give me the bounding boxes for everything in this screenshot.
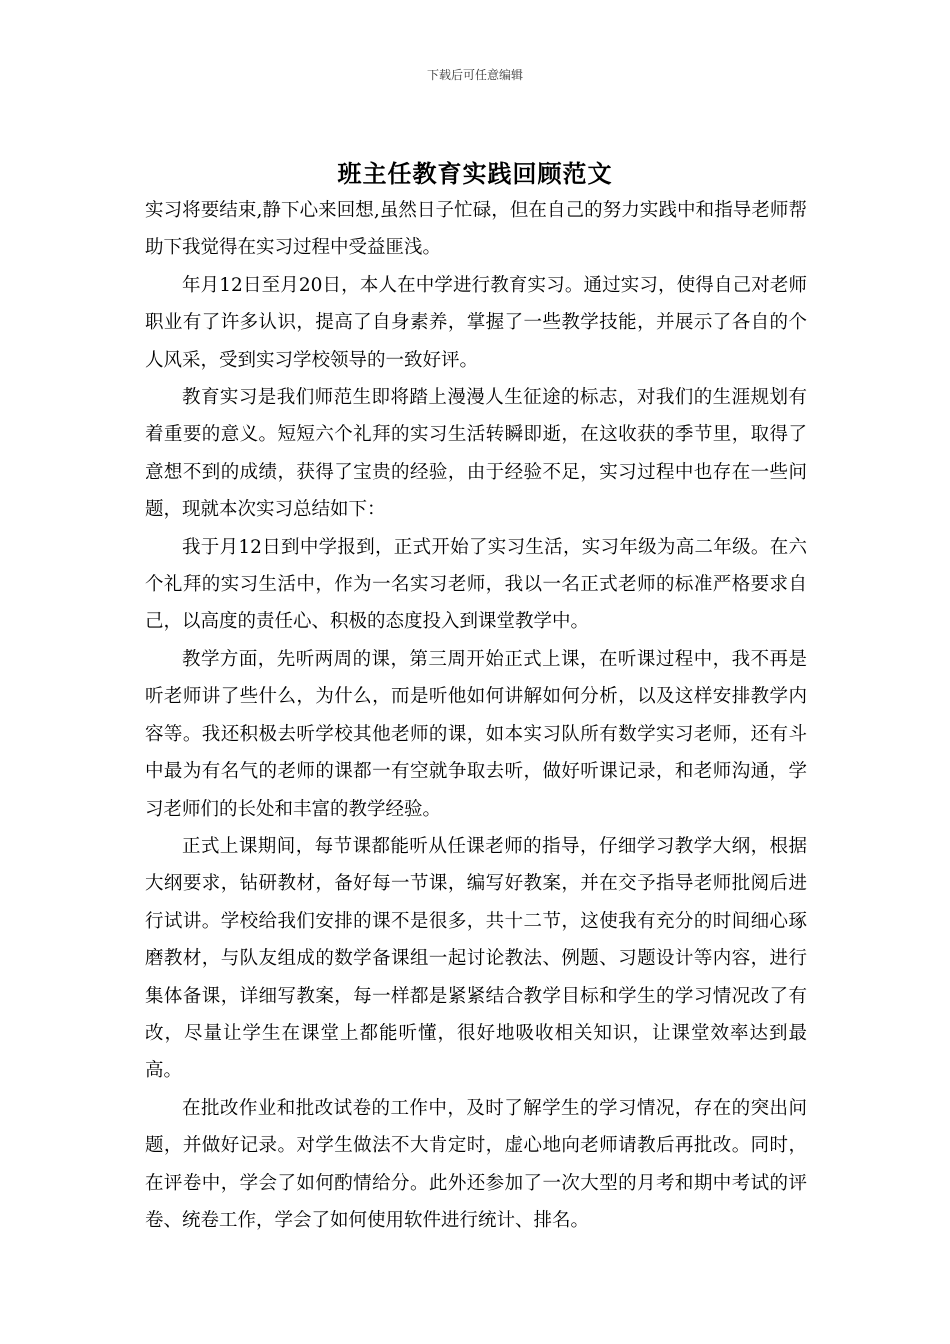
paragraph-7: 在批改作业和批改试卷的工作中，及时了解学生的学习情况，存在的突出问题，并做好记录。对学生做法不大肯定时，虚心地向老师请教后再批改。同时，在评卷中，学会了如何酌情给分。此外还参加了一次大型的月考和期中考试的评卷、统卷工作，学会了如何使用软件进行统计、排名。 (145, 1097, 807, 1231)
paragraph-4: 我于月12日到中学报到，正式开始了实习生活，实习年级为高二年级。在六个礼拜的实习生活中，作为一名实习老师，我以一名正式老师的标准严格要求自己，以高度的责任心、积极的态度投入到课堂教学中。 (145, 536, 807, 633)
page-header: 下载后可任意编辑 (426, 68, 523, 82)
paragraph-1: 实习将要结束,静下心来回想,虽然日子忙碌，但在自己的努力实践中和指导老师帮助下我觉得在实习过程中受益匪浅。 (145, 200, 807, 259)
paragraph-3: 教育实习是我们师范生即将踏上漫漫人生征途的标志，对我们的生涯规划有着重要的意义。短短六个礼拜的实习生活转瞬即逝，在这收获的季节里，取得了意想不到的成绩，获得了宝贵的经验，由于经验不足，实习过程中也存在一些问题，现就本次实习总结如下： (145, 387, 807, 521)
paragraph-6: 正式上课期间，每节课都能听从任课老师的指导，仔细学习教学大纲，根据大纲要求，钻研教材，备好每一节课，编写好教案，并在交予指导老师批阅后进行试讲。学校给我们安排的课不是很多，共十二节，这使我有充分的时间细心琢磨教材，与队友组成的数学备课组一起讨论教法、例题、习题设计等内容，进行集体备课，详细写教案，每一样都是紧紧结合教学目标和学生的学习情况改了有改，尽量让学生在课堂上都能听懂，很好地吸收相关知识，让课堂效率达到最高。 (145, 835, 807, 1082)
paragraph-2: 年月12日至月20日，本人在中学进行教育实习。通过实习，使得自己对老师职业有了许多认识，提高了自身素养，掌握了一些教学技能，并展示了各自的个人风采，受到实习学校领导的一致好评。 (145, 274, 807, 371)
document-title: 班主任教育实践回顾范文 (337, 159, 613, 188)
paragraph-5: 教学方面，先听两周的课，第三周开始正式上课，在听课过程中，我不再是听老师讲了些什么，为什么，而是听他如何讲解如何分析，以及这样安排教学内容等。我还积极去听学校其他老师的课，如本实习队所有数学实习老师，还有斗中最为有名气的老师的课都一有空就争取去听，做好听课记录，和老师沟通，学习老师们的长处和丰富的教学经验。 (145, 648, 807, 820)
document-body (145, 192, 807, 1239)
